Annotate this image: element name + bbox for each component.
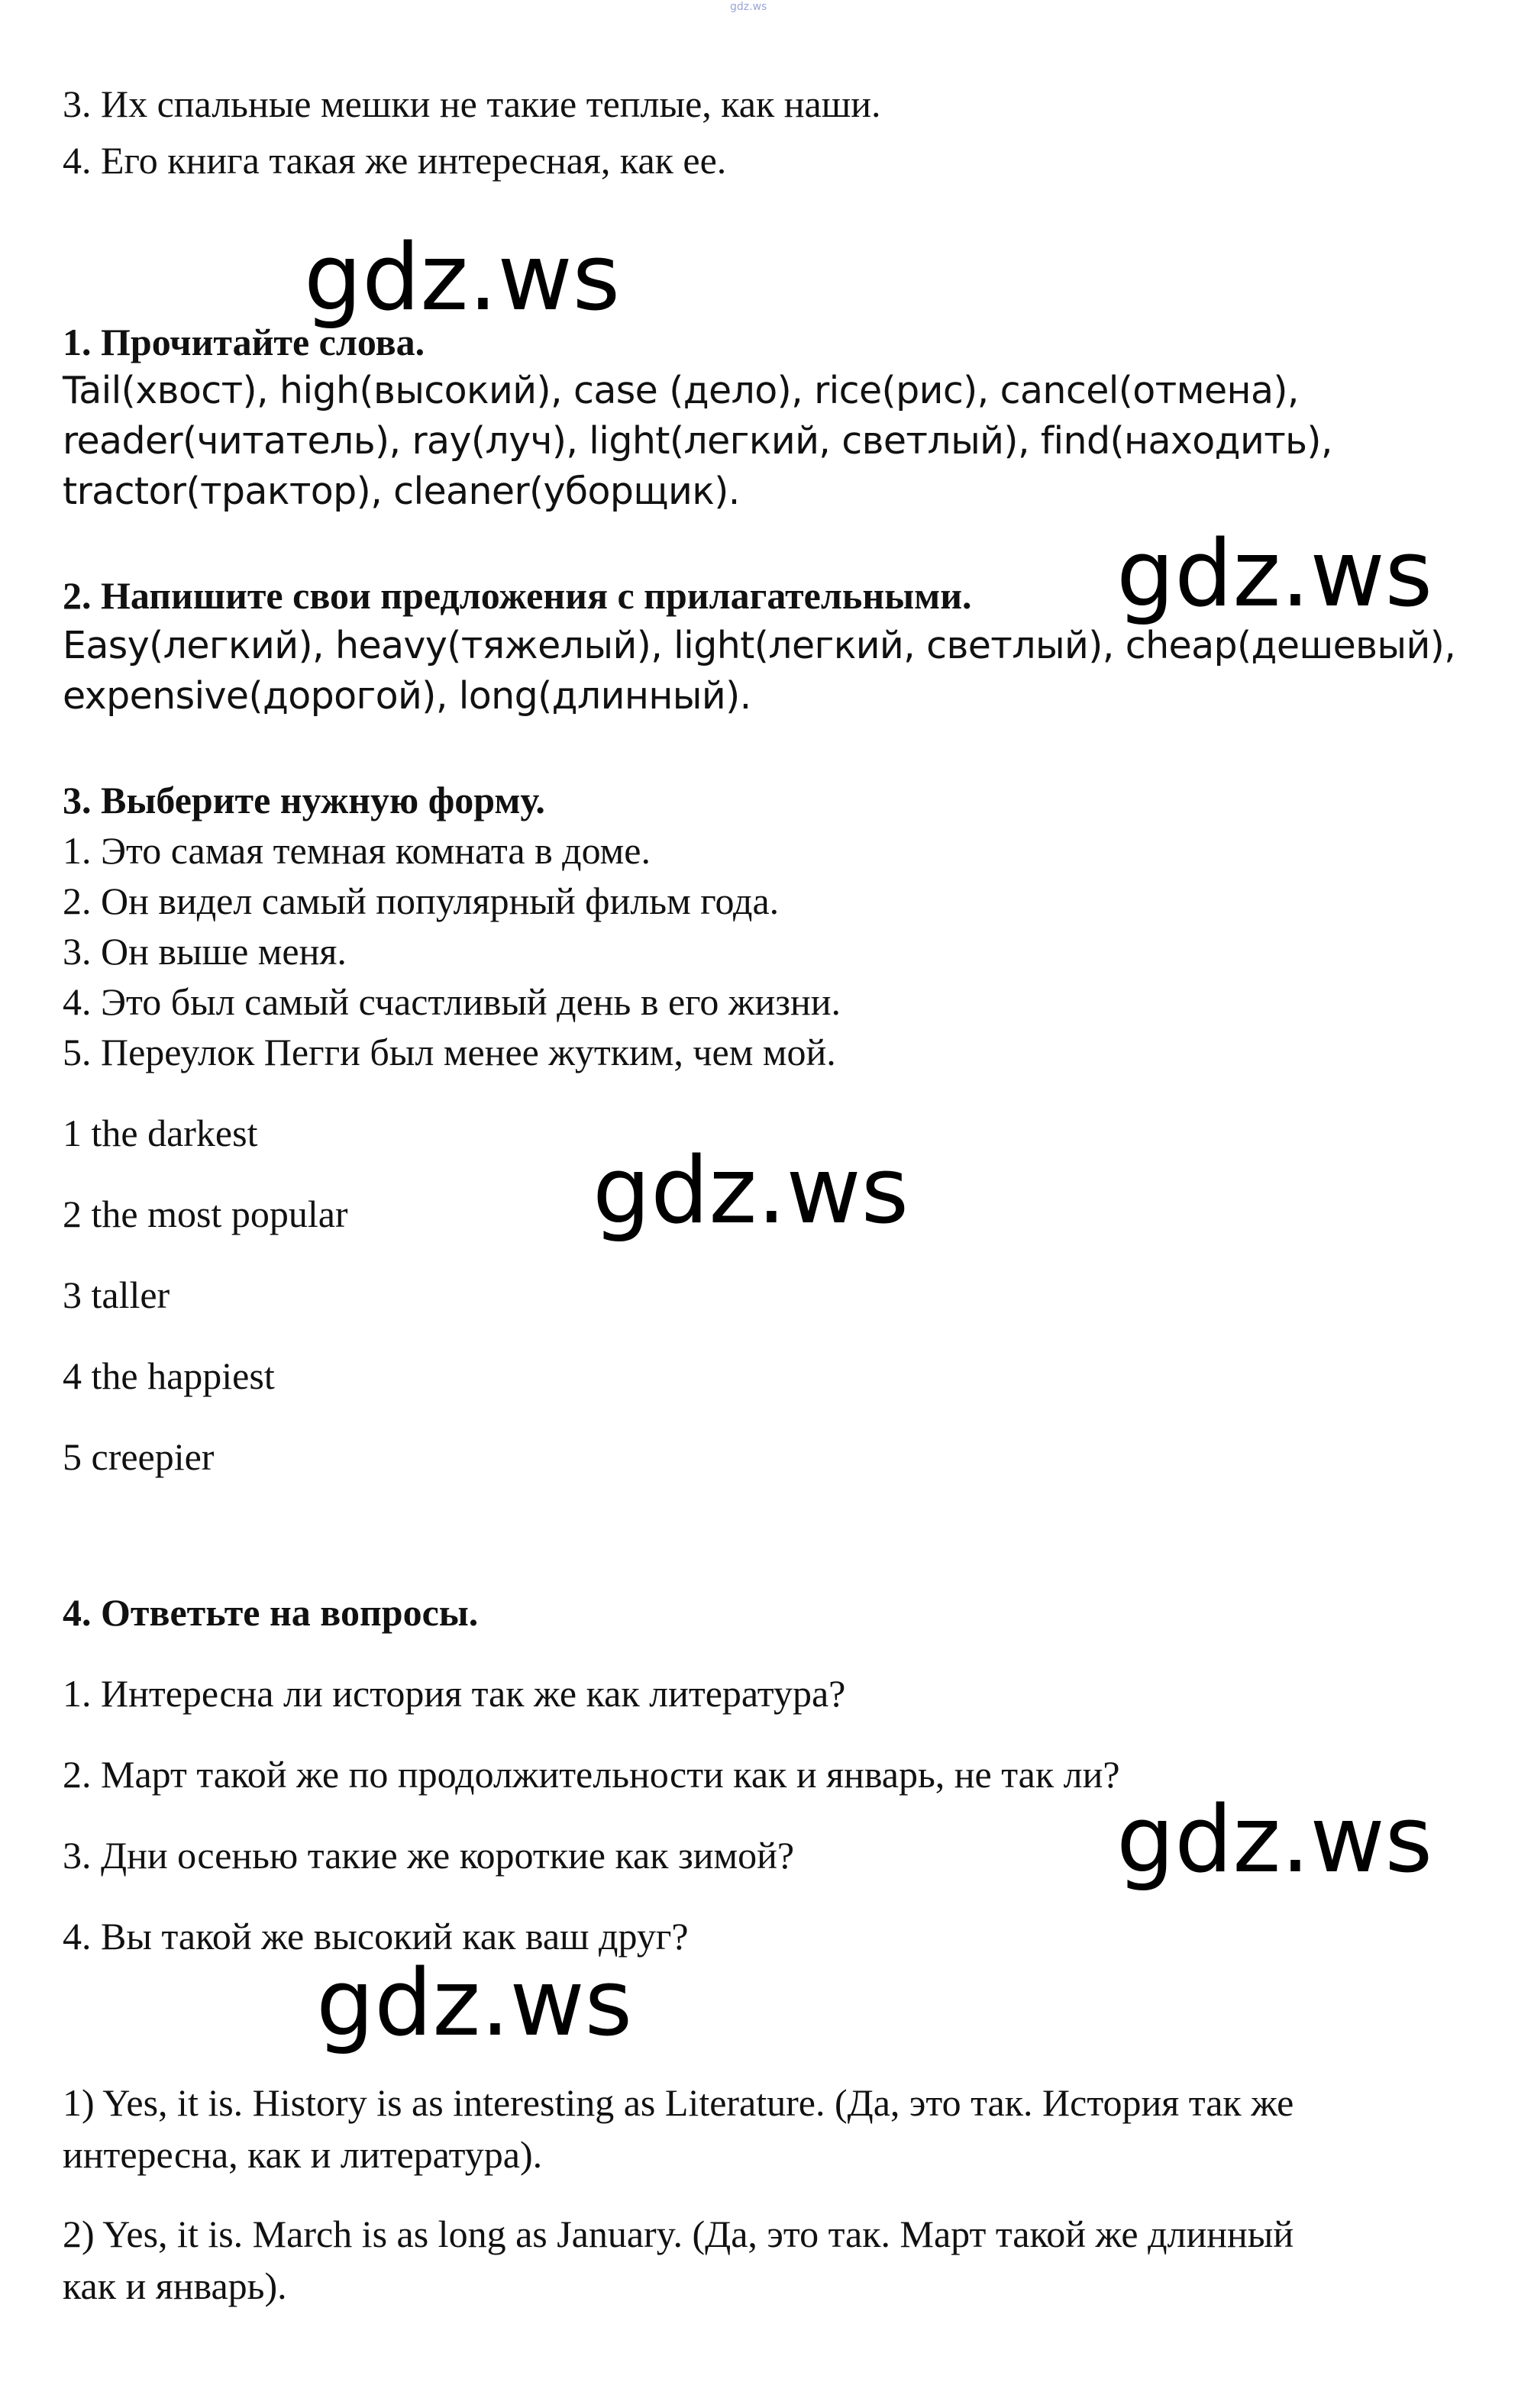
section-4-question: 3. Дни осенью такие же короткие как зимой? xyxy=(63,1834,795,1877)
section-1-line: Tail(хвост), high(высокий), case (дело), rice(рис), cancel(отмена), xyxy=(63,369,1299,412)
text-line: 4. Его книга такая же интересная, как ее. xyxy=(63,139,727,182)
watermark: gdz.ws xyxy=(593,1138,909,1244)
section-1-line: tractor(трактор), cleaner(уборщик). xyxy=(63,470,740,513)
section-4-question: 2. Март такой же по продолжительности как и январь, не так ли? xyxy=(63,1753,1120,1796)
section-3-item: 2. Он видел самый популярный фильм года. xyxy=(63,880,780,922)
section-4-question: 4. Вы такой же высокий как ваш друг? xyxy=(63,1915,689,1958)
section-3-title: 3. Выберите нужную форму. xyxy=(63,779,545,821)
header-watermark: gdz.ws xyxy=(730,1,767,13)
section-4-question: 1. Интересна ли история так же как литература? xyxy=(63,1672,846,1715)
section-2-line: expensive(дорогой), long(длинный). xyxy=(63,674,751,718)
text-line: 3. Их спальные мешки не такие теплые, как наши. xyxy=(63,82,881,125)
section-3-answer: 3 taller xyxy=(63,1273,170,1316)
section-1-title: 1. Прочитайте слова. xyxy=(63,321,425,363)
watermark: gdz.ws xyxy=(316,1951,633,2057)
section-4-answer: как и январь). xyxy=(63,2264,287,2307)
section-1-line: reader(читатель), ray(луч), light(легкий, светлый), find(находить), xyxy=(63,419,1332,463)
section-4-title: 4. Ответьте на вопросы. xyxy=(63,1591,479,1634)
section-3-item: 5. Переулок Пегги был менее жутким, чем мой. xyxy=(63,1031,836,1073)
watermark: gdz.ws xyxy=(304,225,621,331)
section-4-answer: 1) Yes, it is. History is as interesting as Literature. (Да, это так. История так же xyxy=(63,2081,1294,2124)
section-3-item: 4. Это был самый счастливый день в его жизни. xyxy=(63,980,841,1023)
section-3-item: 1. Это самая темная комната в доме. xyxy=(63,829,651,872)
section-3-item: 3. Он выше меня. xyxy=(63,930,347,973)
watermark: gdz.ws xyxy=(1116,1787,1433,1893)
section-3-answer: 1 the darkest xyxy=(63,1112,258,1154)
section-3-answer: 5 creepier xyxy=(63,1435,215,1478)
section-4-answer: интересна, как и литература). xyxy=(63,2133,543,2176)
section-3-answer: 2 the most popular xyxy=(63,1193,348,1235)
section-2-title: 2. Напишите свои предложения с прилагательными. xyxy=(63,574,972,617)
section-2-line: Easy(легкий), heavy(тяжелый), light(легкий, светлый), cheap(дешевый), xyxy=(63,624,1456,667)
section-3-answer: 4 the happiest xyxy=(63,1354,275,1397)
section-4-answer: 2) Yes, it is. March is as long as January. (Да, это так. Март такой же длинный xyxy=(63,2213,1294,2255)
watermark: gdz.ws xyxy=(1116,521,1433,628)
